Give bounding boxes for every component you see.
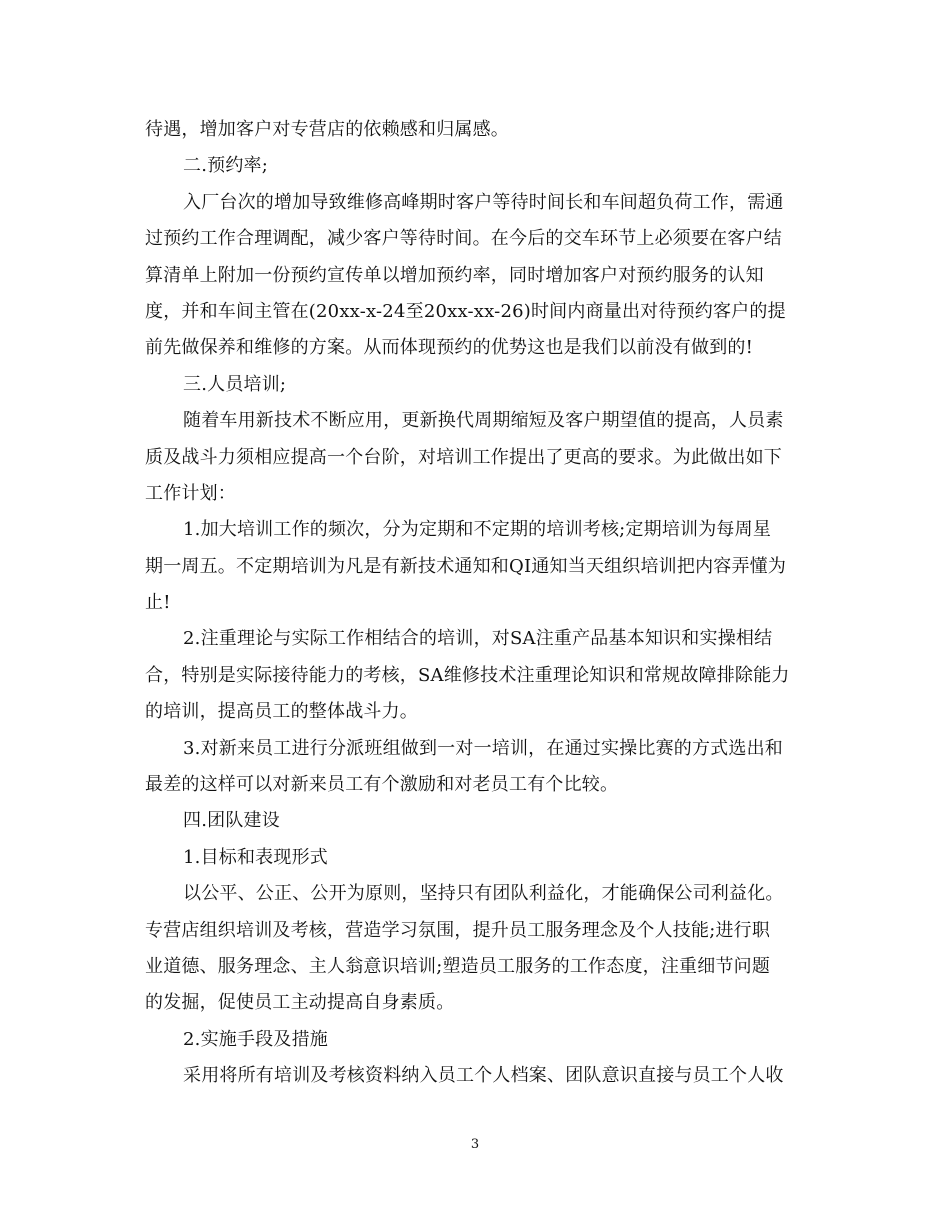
text-line: 3.对新来员工进行分派班组做到一对一培训，在通过实操比赛的方式选出和 — [183, 737, 783, 759]
text-line: 2.实施手段及措施 — [183, 1028, 328, 1050]
text-line: 前先做保养和维修的方案。从而体现预约的优势这也是我们以前没有做到的! — [145, 337, 754, 359]
text-line: 采用将所有培训及考核资料纳入员工个人档案、团队意识直接与员工个人收 — [183, 1065, 784, 1087]
document-body — [145, 112, 805, 1095]
text-line: 四.团队建设 — [183, 810, 280, 832]
text-line: 入厂台次的增加导致维修高峰期时客户等待时间长和车间超负荷工作，需通 — [183, 191, 784, 213]
page-number: 3 — [470, 1137, 480, 1152]
text-line: 1.加大培训工作的频次，分为定期和不定期的培训考核;定期培训为每周星 — [183, 519, 772, 541]
text-line: 的培训，提高员工的整体战斗力。 — [145, 701, 418, 723]
text-line: 度，并和车间主管在(20xx-x-24至20xx-xx-26)时间内商量出对待预约客户的提 — [145, 300, 786, 322]
text-line: 合，特别是实际接待能力的考核，SA维修技术注重理论知识和常规故障排除能力 — [145, 664, 790, 686]
text-line: 质及战斗力须相应提高一个台阶，对培训工作提出了更高的要求。为此做出如下 — [145, 446, 782, 468]
text-line: 1.目标和表现形式 — [183, 846, 328, 868]
text-line: 工作计划： — [145, 482, 236, 504]
text-line: 三.人员培训; — [183, 373, 287, 395]
text-line: 业道德、服务理念、主人翁意识培训;塑造员工服务的工作态度，注重细节问题 — [145, 955, 771, 977]
text-line: 止! — [145, 592, 171, 614]
text-line: 2.注重理论与实际工作相结合的培训，对SA注重产品基本知识和实操相结 — [183, 628, 773, 650]
text-line: 以公平、公正、公开为原则，坚持只有团队利益化，才能确保公司利益化。 — [183, 883, 784, 905]
text-line: 过预约工作合理调配，减少客户等待时间。在今后的交车环节上必须要在客户结 — [145, 228, 782, 250]
text-line: 最差的这样可以对新来员工有个激励和对老员工有个比较。 — [145, 774, 619, 796]
text-line: 的发掘，促使员工主动提高自身素质。 — [145, 992, 455, 1014]
text-line: 待遇，增加客户对专营店的依赖感和归属感。 — [145, 119, 509, 140]
text-line: 随着车用新技术不断应用，更新换代周期缩短及客户期望值的提高，人员素 — [183, 410, 784, 432]
text-line: 算清单上附加一份预约宣传单以增加预约率，同时增加客户对预约服务的认知 — [145, 264, 764, 286]
text-line: 期一周五。不定期培训为凡是有新技术通知和QI通知当天组织培训把内容弄懂为 — [145, 555, 787, 577]
text-line: 专营店组织培训及考核，营造学习氛围，提升员工服务理念及个人技能;进行职 — [145, 919, 771, 941]
text-line: 二.预约率; — [183, 155, 268, 177]
